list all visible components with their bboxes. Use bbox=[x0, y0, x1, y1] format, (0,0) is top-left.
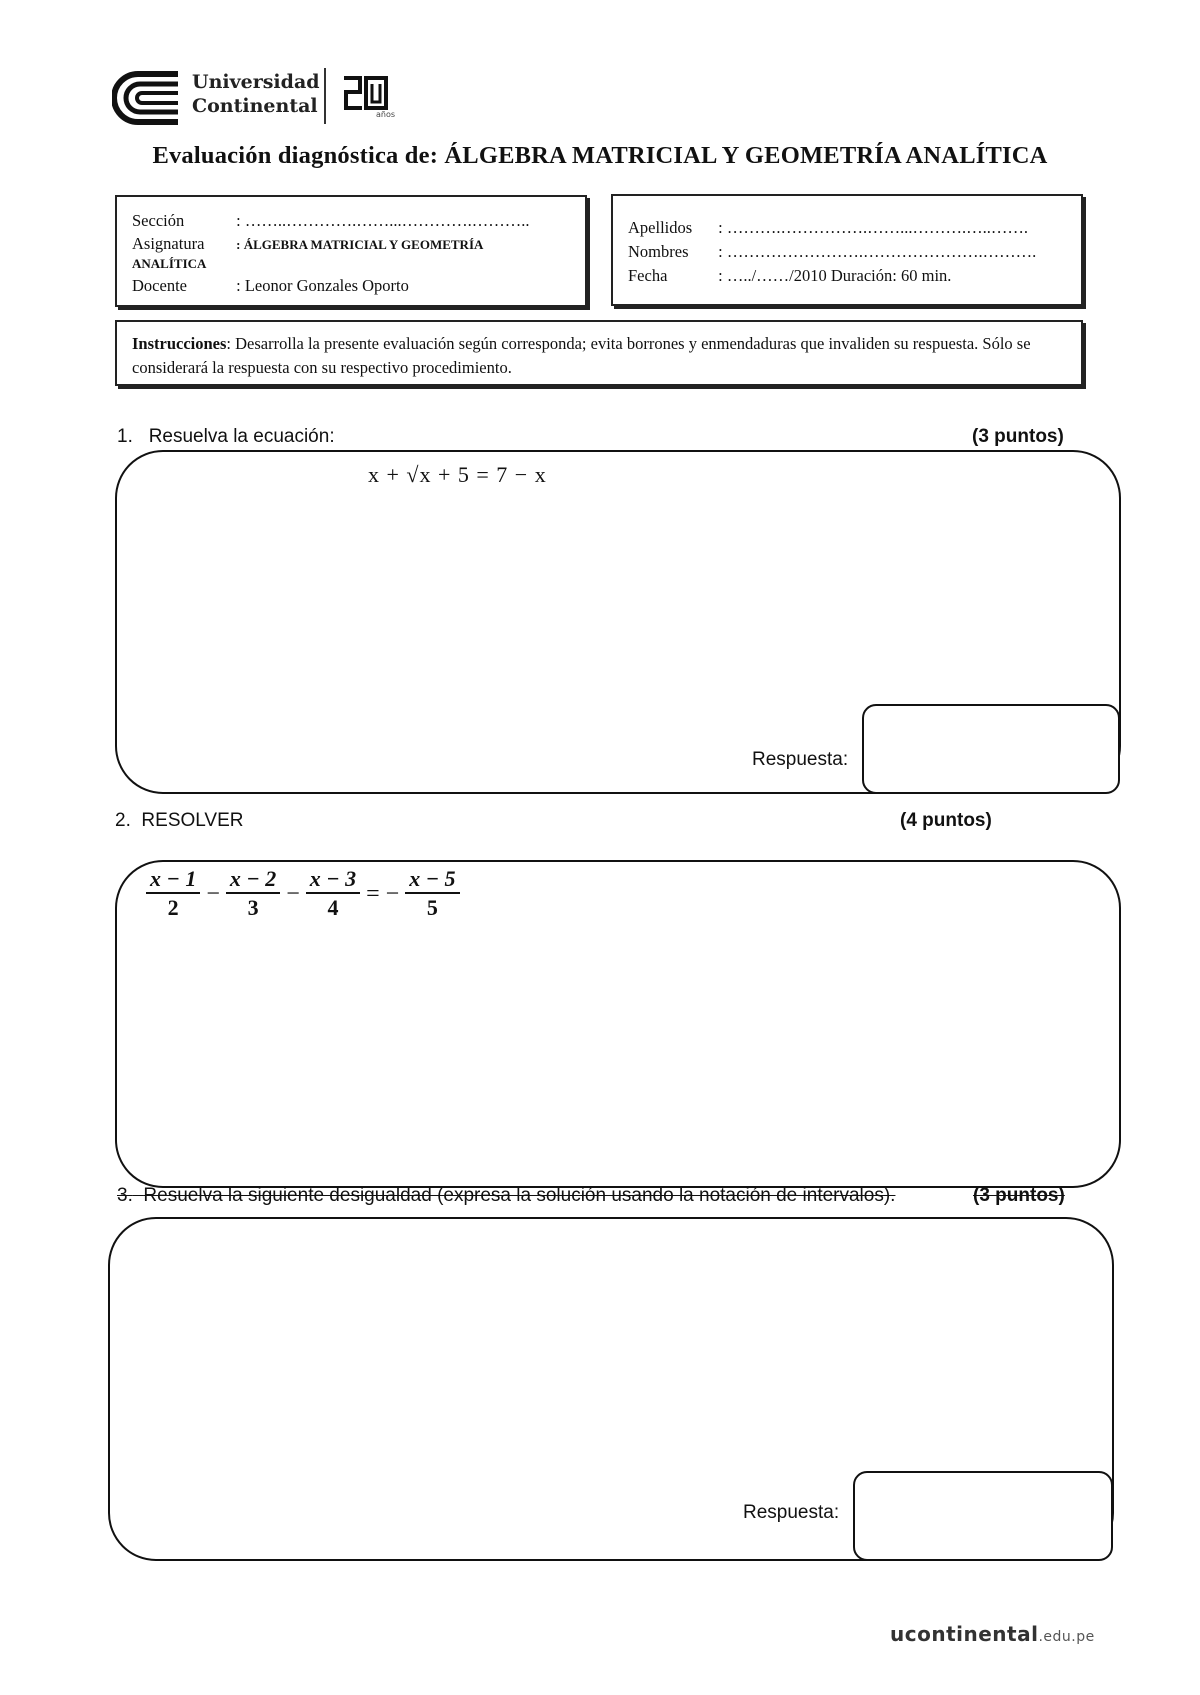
subject-value: : ÁLGEBRA MATRICIAL Y GEOMETRÍA bbox=[236, 237, 484, 252]
question-3-answer-label: Respuesta: bbox=[743, 1502, 840, 1523]
fraction-2 bbox=[226, 866, 280, 922]
operator-1: − bbox=[206, 880, 220, 907]
teacher-label: Docente bbox=[132, 276, 187, 295]
section-row bbox=[132, 211, 529, 231]
date-label: Fecha bbox=[628, 266, 668, 285]
logo-divider bbox=[324, 68, 326, 124]
university-logo bbox=[112, 68, 402, 130]
subject-value-cont: ANALÍTICA bbox=[132, 256, 207, 271]
fraction-3 bbox=[306, 866, 360, 922]
surname-label: Apellidos bbox=[628, 218, 693, 237]
logo-c-icon bbox=[112, 70, 182, 126]
names-row bbox=[628, 242, 1036, 262]
question-1-title bbox=[117, 426, 335, 448]
fraction-1-denominator: 2 bbox=[167, 895, 179, 920]
question-1-answer-label: Respuesta: bbox=[752, 749, 849, 770]
date-row bbox=[628, 266, 951, 286]
instructions-box bbox=[115, 320, 1083, 386]
footer-brand: ucontinental bbox=[890, 1622, 1039, 1646]
fraction-4-numerator: x − 5 bbox=[405, 866, 459, 894]
question-1-equation: x + √x + 5 = 7 − x bbox=[368, 462, 547, 487]
section-label: Sección bbox=[132, 211, 185, 230]
question-1-number: 1. bbox=[117, 426, 133, 447]
operator-3: = − bbox=[366, 880, 400, 907]
question-3-points: (3 puntos) bbox=[973, 1185, 1065, 1206]
instructions-label: Instrucciones bbox=[132, 334, 227, 353]
question-3-text: Resuelva la siguiente desigualdad (expresa la solución usando la notación de intervalos). bbox=[143, 1185, 896, 1206]
names-field[interactable]: : …………………….………………….………. bbox=[718, 242, 1037, 261]
page-title: Evaluación diagnóstica de: ÁLGEBRA MATRICIAL Y GEOMETRÍA ANALÍTICA bbox=[152, 142, 1048, 169]
fraction-3-numerator: x − 3 bbox=[306, 866, 360, 894]
question-2-text: RESOLVER bbox=[141, 810, 244, 831]
teacher-value: : Leonor Gonzales Oporto bbox=[236, 276, 409, 295]
logo-line1: Universidad bbox=[192, 71, 320, 93]
question-1-points: (3 puntos) bbox=[972, 426, 1064, 447]
question-3-answer-box[interactable] bbox=[853, 1471, 1113, 1561]
instructions-body: : Desarrolla la presente evaluación según corresponda; evita borrones y enmendaduras que invaliden su respuesta. Sólo se considerará la respuesta con su respectivo procedimiento. bbox=[132, 334, 1031, 377]
footer-domain: .edu.pe bbox=[1038, 1629, 1095, 1645]
logo-wordmark bbox=[192, 70, 320, 118]
fraction-1-numerator: x − 1 bbox=[146, 866, 200, 894]
logo-line2: Continental bbox=[192, 95, 318, 117]
fraction-2-denominator: 3 bbox=[247, 895, 259, 920]
anniversary-20-icon bbox=[342, 74, 388, 112]
names-label: Nombres bbox=[628, 242, 689, 261]
fraction-4-denominator: 5 bbox=[426, 895, 438, 920]
section-field[interactable]: : ……..………….……...………….……….. bbox=[236, 211, 530, 230]
subject-label: Asignatura bbox=[132, 234, 205, 253]
question-1-text: Resuelva la ecuación: bbox=[148, 426, 335, 447]
student-info-box bbox=[611, 194, 1083, 306]
instructions-text bbox=[132, 332, 1072, 380]
course-info-box bbox=[115, 195, 587, 307]
date-field[interactable]: : …../……/2010 Duración: 60 min. bbox=[718, 266, 952, 285]
footer-logo bbox=[890, 1622, 1095, 1646]
fraction-2-numerator: x − 2 bbox=[226, 866, 280, 894]
fraction-1 bbox=[146, 866, 200, 922]
question-2-points: (4 puntos) bbox=[900, 810, 992, 831]
question-2-title bbox=[115, 810, 244, 832]
fraction-3-denominator: 4 bbox=[327, 895, 339, 920]
question-1-answer-box[interactable] bbox=[862, 704, 1120, 794]
question-2-equation bbox=[146, 866, 460, 922]
logo-anniversary-caption: años bbox=[376, 110, 396, 119]
question-3-title bbox=[117, 1185, 895, 1207]
question-2-number: 2. bbox=[115, 810, 131, 831]
surname-row bbox=[628, 218, 1028, 238]
question-3-number: 3. bbox=[117, 1185, 133, 1206]
teacher-row bbox=[132, 276, 409, 296]
subject-row bbox=[132, 234, 483, 255]
fraction-4 bbox=[405, 866, 459, 922]
operator-2: − bbox=[286, 880, 300, 907]
surname-field[interactable]: : ……….…………….……...……….…..……. bbox=[718, 218, 1028, 237]
